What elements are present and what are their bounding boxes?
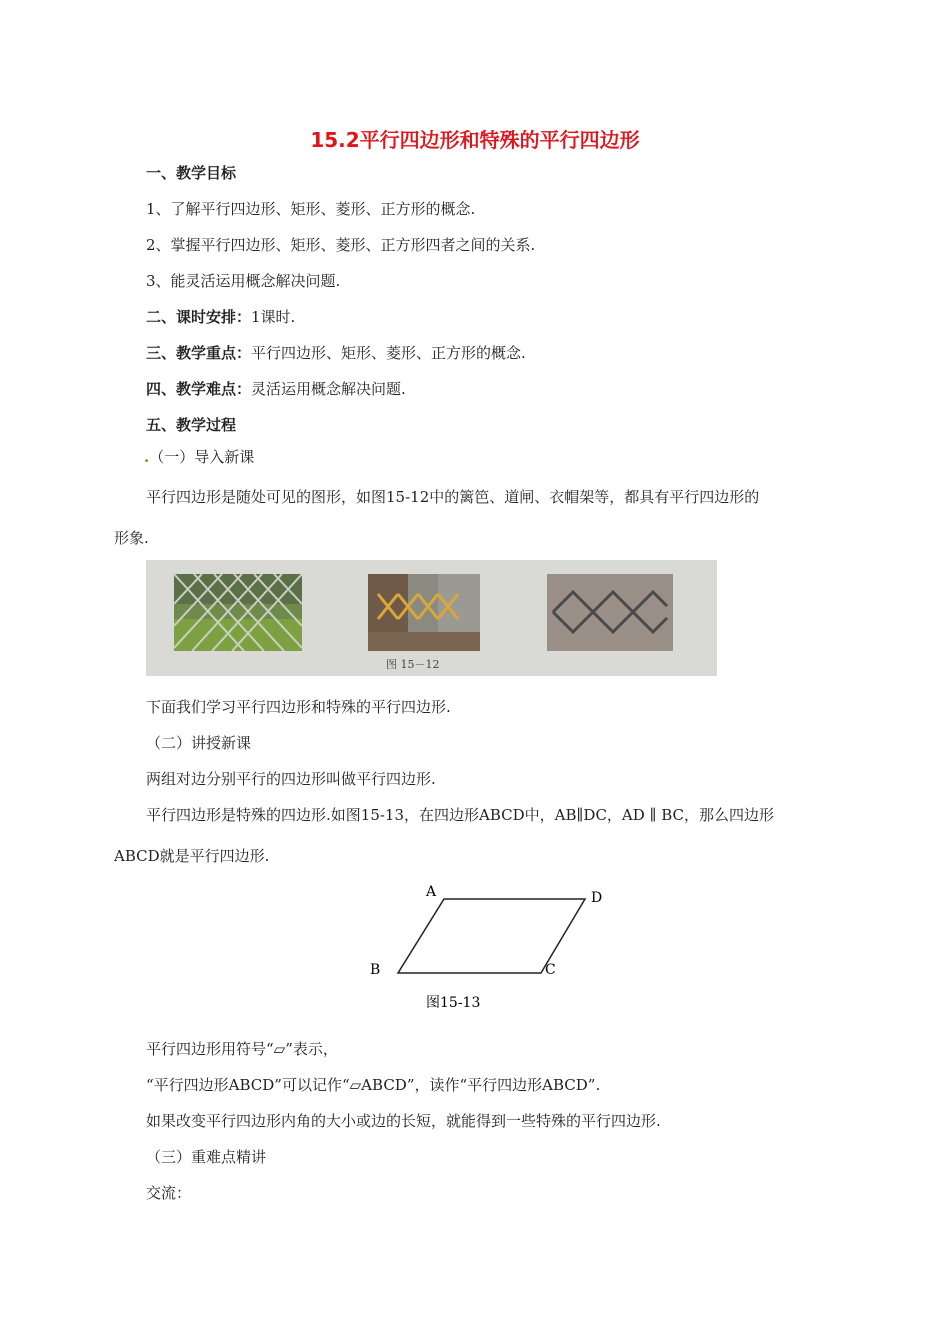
section-2-label: 二、课时安排： [146, 308, 252, 326]
paragraph-1b: 形象. [114, 529, 149, 547]
section-2 [146, 307, 295, 327]
section-1-heading: 一、教学目标 [146, 164, 237, 182]
coat-rack-photo [547, 574, 673, 651]
vertex-c-label: C [545, 962, 556, 978]
section-4-text: 灵活运用概念解决问题. [251, 380, 406, 398]
figure-15-13-caption: 图15-13 [426, 995, 481, 1011]
section-3 [146, 343, 526, 363]
objective-1: 1、了解平行四边形、矩形、菱形、正方形的概念. [146, 200, 476, 218]
paragraph-4b: ABCD就是平行四边形. [114, 847, 270, 865]
fence-photo [174, 574, 302, 651]
part-1-heading [144, 447, 254, 467]
part-2-heading: （二）讲授新课 [146, 734, 252, 752]
paragraph-3: 两组对边分别平行的四边形叫做平行四边形. [146, 770, 436, 788]
document-title: 15.2平行四边形和特殊的平行四边形 [310, 128, 640, 152]
paragraph-5: 平行四边形用符号“▱”表示， [146, 1040, 338, 1058]
section-2-text: 1课时. [251, 308, 296, 326]
paragraph-2: 下面我们学习平行四边形和特殊的平行四边形. [146, 698, 451, 716]
paragraph-6: “平行四边形ABCD”可以记作“▱ABCD”，读作“平行四边形ABCD”. [146, 1076, 601, 1094]
section-5-heading: 五、教学过程 [146, 416, 237, 434]
section-4 [146, 379, 406, 399]
vertex-d-label: D [591, 890, 603, 906]
part-3-heading: （三）重难点精讲 [146, 1148, 267, 1166]
paragraph-8: 交流： [146, 1184, 192, 1202]
objective-2: 2、掌握平行四边形、矩形、菱形、正方形四者之间的关系. [146, 236, 536, 254]
vertex-b-label: B [370, 962, 381, 978]
parallelogram-shape [398, 899, 585, 973]
objective-3: 3、能灵活运用概念解决问题. [146, 272, 341, 290]
paragraph-7: 如果改变平行四边形内角的大小或边的长短，就能得到一些特殊的平行四边形. [146, 1112, 661, 1130]
vertex-a-label: A [426, 884, 437, 900]
bullet-mark: . [144, 448, 150, 466]
section-3-text: 平行四边形、矩形、菱形、正方形的概念. [251, 344, 526, 362]
section-3-label: 三、教学重点： [146, 344, 252, 362]
figure-15-12-photos [146, 560, 717, 676]
section-4-label: 四、教学难点： [146, 380, 252, 398]
figure-15-12-caption: 图 15－12 [386, 658, 440, 671]
paragraph-1a: 平行四边形是随处可见的图形，如图15-12中的篱笆、道闸、衣帽架等，都具有平行四边形的 [146, 488, 760, 506]
paragraph-4a: 平行四边形是特殊的四边形.如图15-13，在四边形ABCD中，AB∥DC，AD ∥ BC，那么四边形 [146, 806, 775, 824]
part-1-label: （一）导入新课 [149, 448, 255, 466]
gate-photo [368, 574, 480, 651]
figure-15-13-parallelogram [360, 878, 620, 1018]
